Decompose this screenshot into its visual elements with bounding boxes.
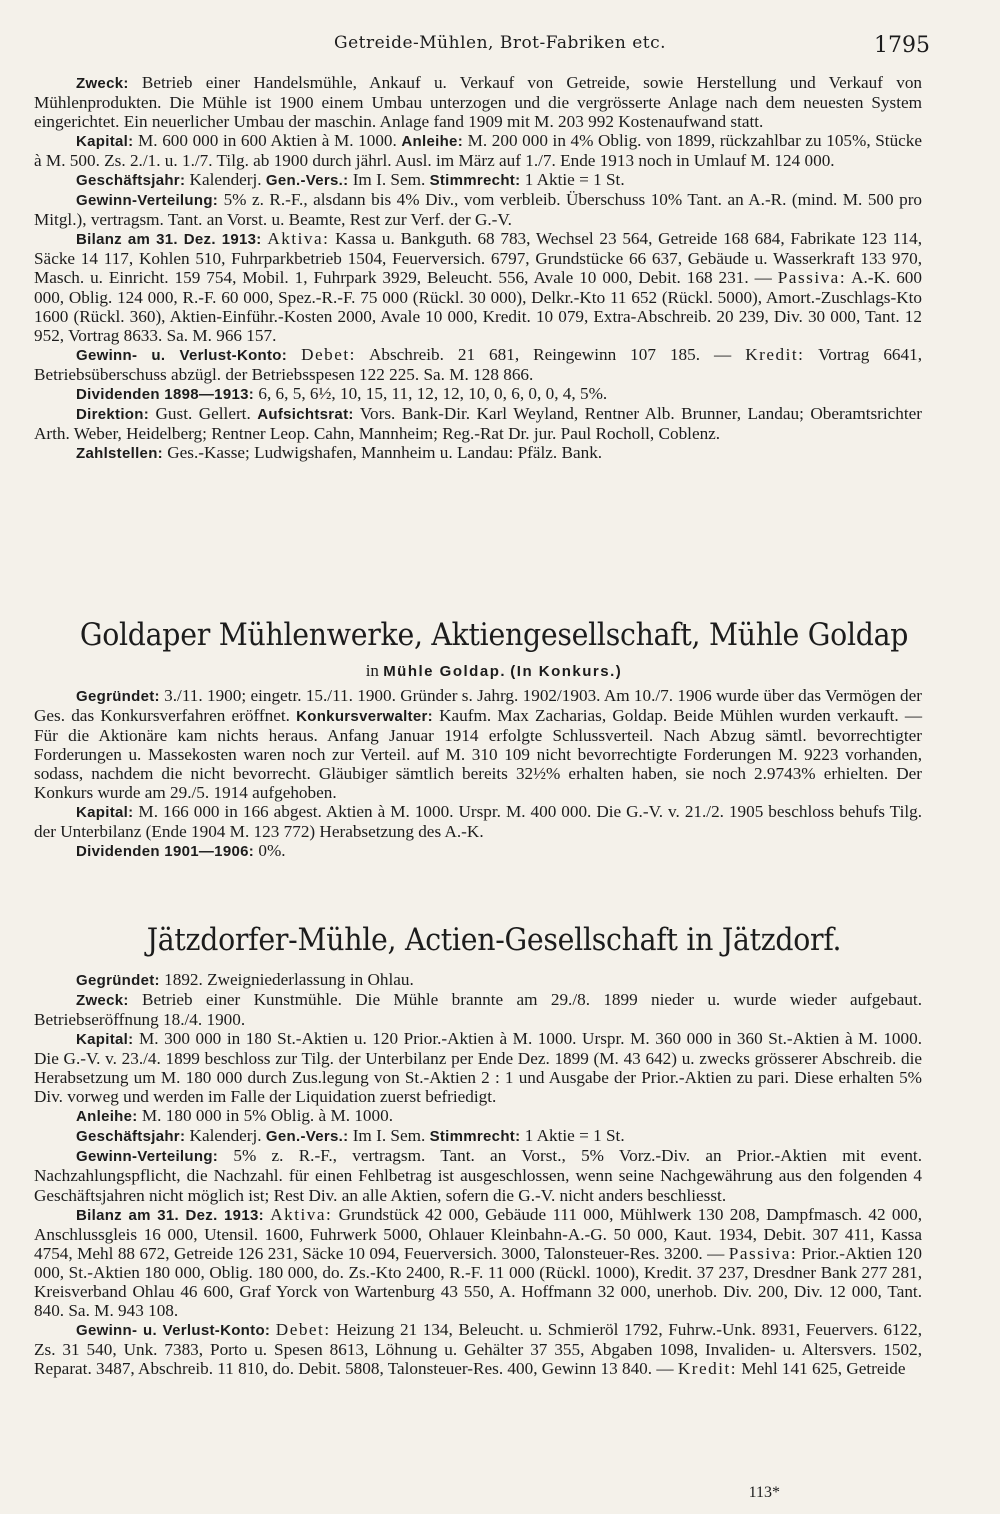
guv-paragraph: [34, 1320, 922, 1378]
zahlstellen-paragraph: [34, 443, 922, 463]
zweck-label: Zweck:: [76, 992, 129, 1010]
kapital-paragraph: [34, 1029, 922, 1106]
zweck-paragraph: [34, 73, 922, 131]
section-2-body: [34, 686, 922, 861]
guv-label: Gewinn- u. Verlust-Konto:: [76, 346, 288, 364]
jaetzdorfer-title: Jätzdorfer-Mühle, Actien-Gesellschaft in Jätzdorf.: [146, 923, 842, 958]
gegruendet-text: 3./11. 1900; eingetr. 15./11. 1900. Gründer s. Jahrg. 1902/1903. Am 10./7. 1906 wurde über das Vermögen der Ges. das Konkursverfahren eröffnet.: [34, 686, 922, 726]
zweck-paragraph: [34, 990, 922, 1029]
guv-kredit-text: Mehl 141 625, Getreide: [741, 1358, 906, 1378]
gegruendet-label: Gegründet:: [76, 688, 160, 705]
guv-debet-text: Abschreib. 21 681, Reingewinn 107 185. —: [368, 344, 732, 364]
kapital-paragraph: [34, 802, 922, 841]
zweck-text: Betrieb einer Kunstmühle. Die Mühle brannte am 29./8. 1899 nieder u. wurde wieder aufgebaut. Betriebseröffnung 18./4. 1900.: [34, 990, 922, 1030]
running-header: [0, 33, 1000, 57]
geschaeftsjahr-text: Kalenderj.: [189, 1126, 262, 1146]
bilanz-aktiva-text: Grundstück 42 000, Gebäude 111 000, Mühlwerk 130 208, Dampfmasch. 42 000, Anschlussgleis 16 000, Utensil. 1600, Fuhrwerk 5000, Ohlauer Kleinbahn-A.-G. 50 000, Kaut. 1934, Debit. 307 411, Kassa 4754, Mehl 88 672, Getreide 126 231, Säcke 10 094, Feuerversich. 3000, Talonsteuer-Res. 3200. —: [34, 1204, 923, 1263]
kapital-text: M. 600 000 in 600 Aktien à M. 1000.: [138, 131, 397, 151]
zweck-label: Zweck:: [76, 75, 129, 92]
kapital-text: M. 300 000 in 180 St.-Aktien u. 120 Prior.-Aktien à M. 1000. Urspr. M. 360 000 in 360 St.-Aktien à M. 1000. Die G.-V. v. 23./4. 1899 beschloss zur Tilg. der Unterbilanz per Ende Dez. 1899 (M. 43 642) u. zwecks grösserer Abschreib. die Herabsetzung um M. 180 000 durch Zus.legung von St.-Aktien 2 : 1 und Ausgabe der Prior.-Aktien zu pari. Diese erhalten 5% Div. vorweg und werden im Falle der Liquidation zuerst befriedigt.: [34, 1029, 923, 1107]
geschaeftsjahr-paragraph: [34, 1126, 922, 1146]
dividenden-label: Dividenden 1898—1913:: [76, 385, 255, 403]
debet-label: Debet:: [275, 1319, 331, 1339]
genvers-label: Gen.-Vers.:: [265, 1128, 349, 1146]
subtitle-place: Mühle Goldap.: [383, 663, 507, 680]
gewinn-verteilung-text: 5% z. R.-F., vertragsm. Tant. an Vorst., 5% Vorz.-Div. an Prior.-Aktien mit event. Nachzahlungspflicht, die Nachzahl. für einen Fehlbetrag ist ausgeschlossen, wenn seine Nachgewährung aus den folgenden 4 Geschäftsjahren nicht möglich ist; Rest Div. an alle Aktien, sofern die G.-V. nicht anders beschliesst.: [34, 1146, 922, 1205]
dividenden-text: 6, 6, 5, 6½, 10, 15, 11, 12, 12, 10, 0, 6, 0, 0, 4, 5%.: [258, 383, 608, 403]
passiva-label: Passiva:: [728, 1243, 798, 1263]
gegruendet-text: 1892. Zweigniederlassung in Ohlau.: [164, 970, 414, 989]
direktion-paragraph: [34, 404, 922, 443]
dividenden-text: 0%.: [258, 841, 286, 861]
gegruendet-paragraph: [34, 970, 922, 990]
bilanz-label: Bilanz am 31. Dez. 1913:: [76, 231, 262, 249]
stimmrecht-text: 1 Aktie = 1 St.: [524, 1126, 625, 1146]
bilanz-paragraph: [34, 229, 922, 344]
konkursverwalter-text: Kaufm. Max Zacharias, Goldap. Beide Mühlen wurden verkauft. — Für die Aktionäre kam nichts heraus. Anfang Januar 1914 erfolgte Schlussverteil. Nach Abzug sämtl. bevorrechtigter Forderungen u. Massekosten waren noch zur Verteil. auf M. 310 109 nicht bevorrechtigte Forderungen M. 9223 vorhanden, sodass, nachdem die nicht bevorrecht. Gläubiger sämtlich bereits 32½% erhalten haben, sie noch 2.9743% erhielten. Der Konkurs wurde am 29./5. 1914 aufgehoben.: [34, 706, 923, 803]
direktion-label: Direktion:: [76, 405, 150, 423]
anleihe-paragraph: [34, 1106, 922, 1126]
zahlstellen-label: Zahlstellen:: [76, 444, 163, 462]
kapital-label: Kapital:: [76, 1031, 134, 1049]
kapital-text: M. 166 000 in 166 abgest. Aktien à M. 1000. Urspr. M. 400 000. Die G.-V. v. 21./2. 1905 beschloss behufs Tilg. der Unterbilanz (Ende 1904 M. 123 772) Herabsetzung des A.-K.: [34, 802, 923, 842]
anleihe-text: M. 180 000 in 5% Oblig. à M. 1000.: [141, 1106, 393, 1126]
gegruendet-label: Gegründet:: [76, 972, 160, 989]
bilanz-paragraph: [34, 1205, 922, 1320]
aufsichtsrat-text: Vors. Bank-Dir. Karl Weyland, Rentner Alb. Brunner, Landau; Oberamtsrichter Arth. Weber, Heidelberg; Rentner Leop. Cahn, Mannheim; Reg.-Rat Dr. jur. Paul Rocholl, Coblenz.: [34, 403, 923, 443]
anleihe-label: Anleihe:: [401, 133, 463, 151]
passiva-label: Passiva:: [777, 268, 847, 288]
genvers-label: Gen.-Vers.:: [265, 172, 349, 190]
geschaeftsjahr-label: Geschäftsjahr:: [76, 172, 186, 190]
geschaeftsjahr-paragraph: [34, 170, 922, 190]
gewinn-verteilung-label: Gewinn-Verteilung:: [76, 1148, 219, 1166]
kapital-paragraph: [34, 131, 922, 170]
zahlstellen-text: Ges.-Kasse; Ludwigshafen, Mannheim u. Landau: Pfälz. Bank.: [167, 442, 603, 462]
bilanz-passiva-text: A.-K. 600 000, Oblig. 124 000, R.-F. 60 000, Spez.-R.-F. 75 000 (Rückl. 30 000), Delkr.-Kto 11 652 (Rückl. 5000), Amort.-Zuschlags-Kto 1600 (Rückl. 360), Aktien-Einführ.-Kosten 2000, Avale 10 000, Kredit. 10 079, Extra-Abschreib. 20 239, Div. 30 000, Tant. 12 952, Vortrag 8633. Sa. M. 966 157.: [34, 268, 922, 345]
guv-label: Gewinn- u. Verlust-Konto:: [76, 1321, 271, 1339]
gewinn-verteilung-label: Gewinn-Verteilung:: [76, 192, 219, 210]
stimmrecht-label: Stimmrecht:: [429, 1128, 521, 1146]
geschaeftsjahr-text: Kalenderj.: [189, 170, 262, 190]
bilanz-passiva-text: Prior.-Aktien 120 000, St.-Aktien 180 000, Oblig. 180 000, do. Zs.-Kto 2400, R.-F. 11 000 (Rückl. 1000), Kredit. 37 237, Dresdner Bank 277 281, Kreisverband Ohlau 46 600, Graf Yorck von Wartenburg 43 550, A. Hoffmann 32 000, unerhob. Div. 200, Div. 12 000, Tant. 840. Sa. M. 943 108.: [34, 1243, 922, 1320]
kapital-label: Kapital:: [76, 804, 134, 822]
goldaper-title: Goldaper Mühlenwerke, Aktiengesellschaft, Mühle Goldap: [79, 618, 909, 653]
gegruendet-paragraph: [34, 686, 922, 802]
zweck-text: Betrieb einer Handelsmühle, Ankauf u. Verkauf von Getreide, sowie Herstellung und Verkauf von Mühlenprodukten. Die Mühle ist 1900 einem Umbau unterzogen und die vergrösserte Anlage nach dem neuesten System eingerichtet. Ein neuerlicher Umbau der maschin. Anlage fand 1909 mit M. 203 992 Kostenaufwand statt.: [34, 73, 923, 132]
kredit-label: Kredit:: [677, 1358, 738, 1378]
geschaeftsjahr-label: Geschäftsjahr:: [76, 1128, 186, 1146]
header-title: Getreide-Mühlen, Brot-Fabriken etc.: [333, 33, 667, 53]
genvers-text: Im I. Sem.: [352, 1126, 426, 1146]
gewinn-verteilung-paragraph: [34, 1146, 922, 1204]
genvers-text: Im I. Sem.: [352, 170, 426, 190]
subtitle-prefix: in: [365, 661, 379, 680]
section-1-body: [34, 73, 922, 463]
dividenden-paragraph: [34, 384, 922, 404]
anleihe-text: M. 200 000 in 4% Oblig. von 1899, rückzahlbar zu 105%, Stücke à M. 500. Zs. 2./1. u. 1./7. Tilg. ab 1900 durch jährl. Ausl. im März auf 1./7. Ende 1913 noch in Umlauf M. 124 000.: [34, 131, 923, 171]
aufsichtsrat-label: Aufsichtsrat:: [257, 405, 354, 423]
stimmrecht-text: 1 Aktie = 1 St.: [524, 170, 625, 190]
anleihe-label: Anleihe:: [76, 1108, 138, 1126]
signature-mark: 113*: [748, 1484, 780, 1501]
konkursverwalter-label: Konkursverwalter:: [296, 708, 433, 726]
kredit-label: Kredit:: [745, 344, 805, 364]
debet-label: Debet:: [301, 344, 356, 364]
direktion-text: Gust. Gellert.: [155, 403, 251, 423]
guv-debet-text: Heizung 21 134, Beleucht. u. Schmieröl 1792, Fuhrw.-Unk. 8931, Feuervers. 6122, Zs. 31 540, Unk. 7383, Porto u. Spesen 8613, Löhnung u. Gehälter 37 355, Abgaben 1098, Invaliden- u. Altersvers. 1502, Reparat. 3487, Abschreib. 11 810, do. Debit. 5808, Talonsteuer-Res. 400, Gewinn 13 840. —: [34, 1319, 923, 1378]
dividenden-paragraph: [34, 841, 922, 861]
bilanz-aktiva-text: Kassa u. Bankguth. 68 783, Wechsel 23 564, Getreide 168 684, Fabrikate 123 114, Säcke 14 117, Kohlen 510, Fuhrparkbetrieb 1504, Feuerversich. 6797, Grundstücke 66 637, Gebäude u. Wasserkraft 133 970, Masch. u. Einricht. 159 754, Mobil. 1, Fuhrpark 3929, Beleucht. 556, Avale 10 000, Debit. 168 231. —: [34, 229, 923, 288]
goldaper-subtitle: [34, 661, 954, 681]
guv-paragraph: [34, 345, 922, 384]
gewinn-verteilung-paragraph: [34, 190, 922, 229]
bilanz-label: Bilanz am 31. Dez. 1913:: [76, 1206, 264, 1224]
aktiva-label: Aktiva:: [270, 1204, 333, 1224]
aktiva-label: Aktiva:: [267, 229, 330, 249]
guv-kredit-text: Vortrag 6641, Betriebsüberschuss abzügl. der Betriebsspesen 122 225. Sa. M. 128 866.: [34, 344, 922, 384]
kapital-label: Kapital:: [76, 133, 134, 151]
gewinn-verteilung-text: 5% z. R.-F., alsdann bis 4% Div., vom verbleib. Überschuss 10% Tant. an A.-R. (mind. M. 500 pro Mitgl.), vertragsm. Tant. an Vorst. u. Beamte, Rest zur Verf. der G.-V.: [34, 190, 923, 230]
dividenden-label: Dividenden 1901—1906:: [76, 843, 255, 861]
section-3-body: [34, 970, 922, 1378]
subtitle-status: (In Konkurs.): [510, 663, 623, 680]
stimmrecht-label: Stimmrecht:: [429, 172, 521, 190]
page-number: 1795: [874, 33, 930, 58]
